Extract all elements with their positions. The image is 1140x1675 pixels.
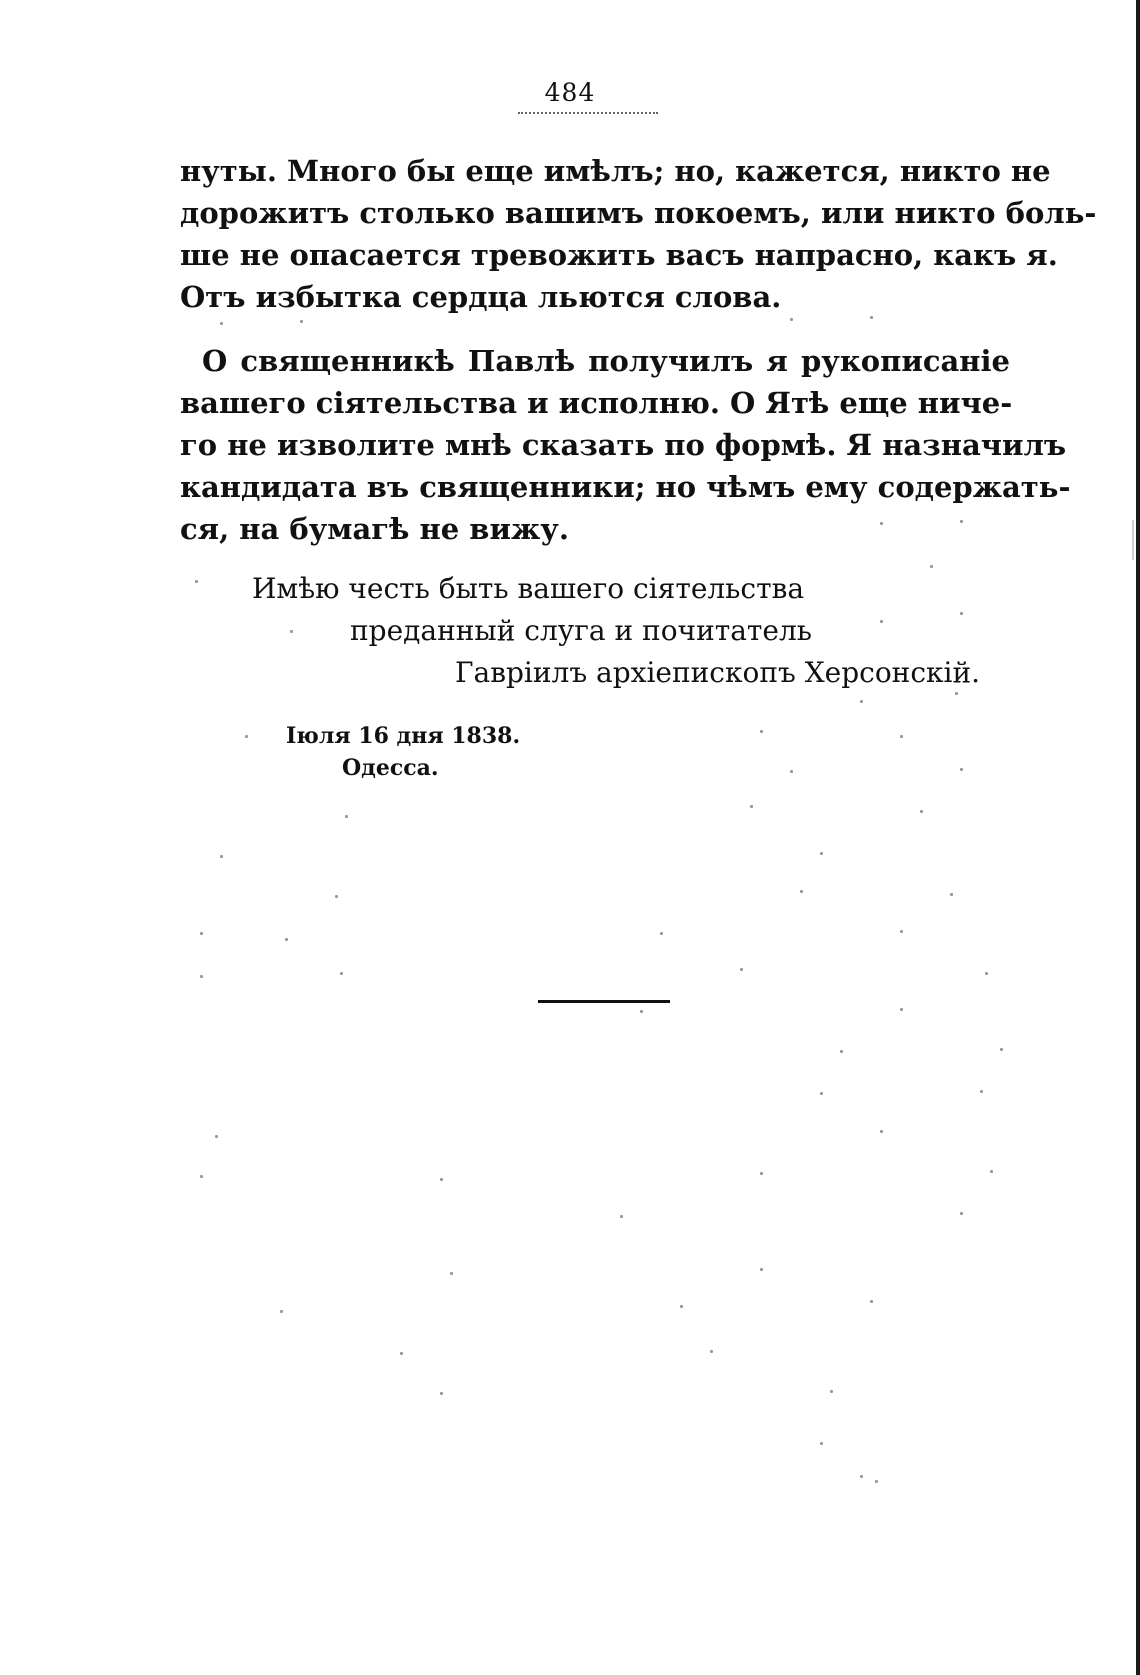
scan-speck — [840, 1050, 843, 1053]
scan-speck — [620, 1215, 623, 1218]
scan-speck — [960, 1212, 963, 1215]
signature-line: Гавріилъ архіепископъ Херсонскій. — [455, 656, 981, 689]
scan-speck — [870, 1300, 873, 1303]
scan-speck — [215, 1135, 218, 1138]
scan-speck — [980, 1090, 983, 1093]
scan-speck — [710, 1350, 713, 1353]
scan-speck — [880, 1130, 883, 1133]
scan-speck — [900, 930, 903, 933]
scan-speck — [760, 1268, 763, 1271]
scan-speck — [335, 895, 338, 898]
scan-speck — [680, 1305, 683, 1308]
scan-speck — [790, 318, 793, 321]
scan-speck — [960, 612, 963, 615]
scan-speck — [830, 1390, 833, 1393]
scan-speck — [280, 1310, 283, 1313]
scan-speck — [195, 580, 198, 583]
scan-speck — [740, 968, 743, 971]
scan-speck — [440, 1392, 443, 1395]
scan-speck — [960, 520, 963, 523]
scan-speck — [245, 735, 248, 738]
paragraph-line: вашего сіятельства и исполню. О Ятѣ еще ниче- — [180, 386, 1013, 420]
scan-speck — [900, 735, 903, 738]
letter-place: Одесса. — [342, 755, 439, 781]
scan-speck — [200, 975, 203, 978]
scan-speck — [200, 932, 203, 935]
scan-speck — [290, 630, 293, 633]
scan-speck — [860, 1475, 863, 1478]
paragraph-line: го не изволите мнѣ сказать по формѣ. Я назначилъ — [180, 428, 1067, 462]
paragraph-1 — [180, 150, 1097, 318]
header-ornament-rule — [518, 112, 658, 114]
scan-speck — [960, 768, 963, 771]
paragraph-line: дорожитъ столько вашимъ покоемъ, или никто боль- — [180, 196, 1097, 230]
scan-speck — [880, 620, 883, 623]
scan-speck — [200, 1175, 203, 1178]
page-number: 484 — [544, 78, 596, 107]
scan-speck — [875, 1480, 878, 1483]
scan-gutter-mark — [1132, 520, 1134, 560]
scan-speck — [750, 805, 753, 808]
scan-speck — [300, 320, 303, 323]
closing-salutation: Имѣю честь быть вашего сіятельства — [252, 572, 805, 605]
scan-speck — [760, 1172, 763, 1175]
scan-speck — [220, 322, 223, 325]
scan-speck — [220, 855, 223, 858]
scan-speck — [820, 1442, 823, 1445]
scan-speck — [760, 730, 763, 733]
paragraph-line: О священникѣ Павлѣ получилъ я рукописаніе — [202, 344, 1010, 378]
scan-speck — [660, 932, 663, 935]
scan-speck — [955, 692, 958, 695]
letter-date: Іюля 16 дня 1838. — [286, 723, 521, 749]
scan-edge-border — [1136, 0, 1140, 1675]
scan-speck — [790, 770, 793, 773]
scan-speck — [440, 1178, 443, 1181]
scan-speck — [930, 565, 933, 568]
scan-speck — [900, 1008, 903, 1011]
paragraph-line: Отъ избытка сердца льются слова. — [180, 280, 782, 314]
scan-speck — [920, 810, 923, 813]
paragraph-2 — [180, 340, 1071, 550]
closing-servant-line: преданный слуга и почитатель — [350, 614, 812, 647]
scan-speck — [990, 1170, 993, 1173]
scan-speck — [800, 890, 803, 893]
paragraph-line: нуты. Много бы еще имѣлъ; но, кажется, никто не — [180, 154, 1051, 188]
scan-speck — [340, 972, 343, 975]
scan-speck — [345, 815, 348, 818]
paragraph-line: ся, на бумагѣ не вижу. — [180, 512, 569, 546]
scan-speck — [860, 700, 863, 703]
scan-speck — [820, 852, 823, 855]
paragraph-line: кандидата въ священники; но чѣмъ ему содержать- — [180, 470, 1071, 504]
scan-speck — [950, 893, 953, 896]
scan-speck — [400, 1352, 403, 1355]
scan-speck — [880, 522, 883, 525]
scan-speck — [985, 972, 988, 975]
end-rule — [538, 1000, 670, 1003]
scan-speck — [285, 938, 288, 941]
scan-speck — [640, 1010, 643, 1013]
paragraph-line: ше не опасается тревожить васъ напрасно, какъ я. — [180, 238, 1058, 272]
scan-speck — [1000, 1048, 1003, 1051]
scan-speck — [870, 316, 873, 319]
scan-speck — [820, 1092, 823, 1095]
scan-speck — [450, 1272, 453, 1275]
